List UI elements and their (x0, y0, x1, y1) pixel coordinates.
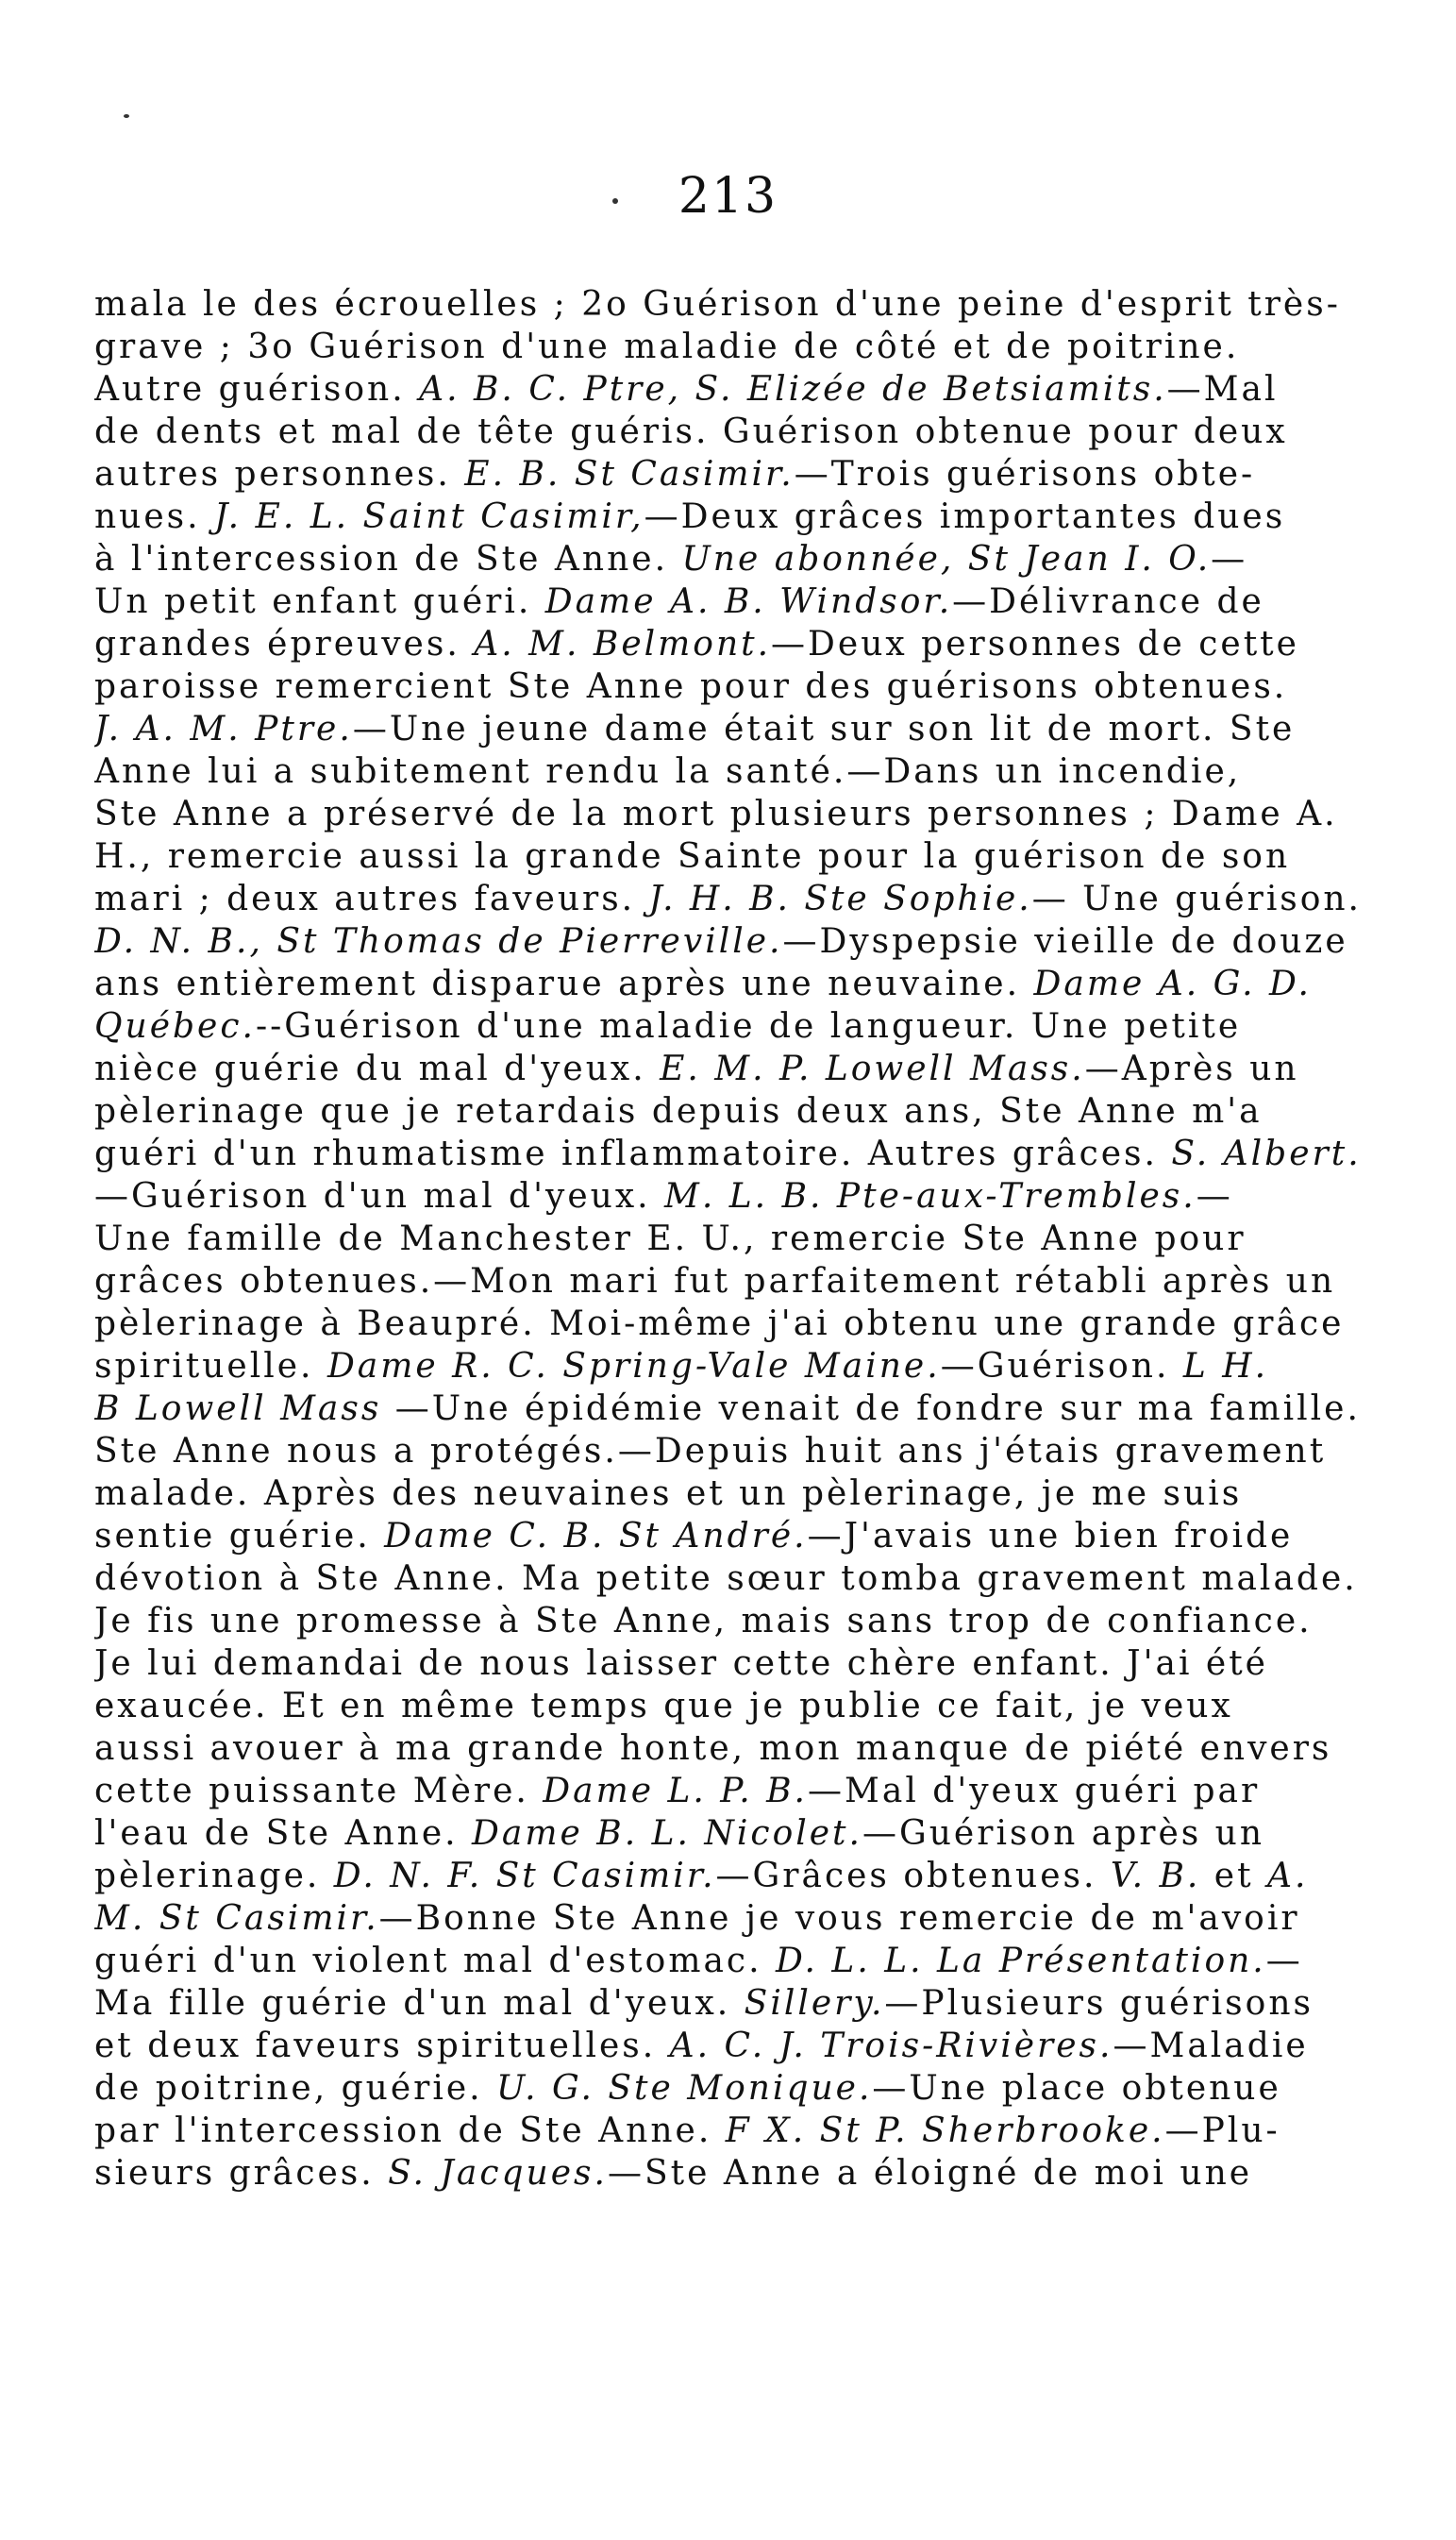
page-number: 213 (678, 168, 778, 225)
line-text: exaucée. Et en même temps que je publie ce fait, je veux (94, 1687, 1233, 1725)
line-text: —Deux personnes de cette (771, 625, 1299, 664)
line-text: —Plu- (1164, 2111, 1280, 2150)
citation-text: Dame B. L. Nicolet. (472, 1814, 862, 1853)
text-line (94, 326, 1362, 368)
text-line (94, 750, 1362, 793)
text-line (94, 708, 1362, 750)
citation-text: Dame R. C. Spring-Vale Maine. (326, 1347, 941, 1386)
text-line (94, 1855, 1362, 1897)
text-line (94, 2025, 1362, 2067)
text-line (94, 1897, 1362, 1940)
text-line (94, 1515, 1362, 1557)
ink-speck (124, 114, 129, 118)
text-line (94, 1303, 1362, 1345)
line-text: Ma fille guérie d'un mal d'yeux. (94, 1984, 745, 2023)
citation-text: J. A. M. Ptre. (94, 710, 353, 749)
line-text: dévotion à Ste Anne. Ma petite sœur tomba gravement malade. (94, 1559, 1358, 1598)
line-text: pèlerinage à Beaupré. Moi-même j'ai obtenu une grande grâce (94, 1304, 1345, 1343)
text-line (94, 2152, 1362, 2195)
text-line (94, 920, 1362, 963)
text-line (94, 453, 1362, 496)
text-line (94, 1430, 1362, 1472)
line-text: nues. (94, 497, 215, 536)
text-line (94, 1260, 1362, 1303)
line-text: —Dyspepsie vieille de douze (782, 922, 1348, 961)
line-text: de dents et mal de tête guéris. Guérison obtenue pour deux (94, 412, 1288, 451)
citation-text: Une abonnée, St Jean I. O. (681, 540, 1212, 579)
line-text: aussi avouer à ma grande honte, mon manque de piété envers (94, 1729, 1332, 1768)
line-text: sentie guérie. (94, 1517, 385, 1556)
citation-text: Dame L. P. B. (543, 1772, 808, 1810)
citation-text: D. L. L. La Présentation. (775, 1942, 1266, 1980)
line-text: à l'intercession de Ste Anne. (94, 540, 682, 579)
citation-text: Sillery. (744, 1984, 885, 2023)
citation-text: Dame A. G. D. (1033, 965, 1312, 1003)
citation-text: L H. (1182, 1347, 1269, 1386)
text-line (94, 1472, 1362, 1515)
text-line (94, 1218, 1362, 1260)
citation-text: U. G. Ste Monique. (496, 2069, 873, 2108)
line-text: par l'intercession de Ste Anne. (94, 2111, 726, 2150)
text-line (94, 2067, 1362, 2110)
citation-text: S. Albert. (1171, 1135, 1362, 1173)
line-text: --Guérison d'une maladie de langueur. Une petite (255, 1007, 1242, 1046)
citation-text: A. B. C. Ptre, S. Elizée de Betsiamits. (419, 370, 1167, 409)
line-text: —Trois guérisons obte- (794, 455, 1256, 494)
text-line (94, 1048, 1362, 1090)
line-text: guéri d'un rhumatisme inflammatoire. Autres grâces. (94, 1135, 1172, 1173)
line-text: — (1211, 540, 1248, 579)
text-line (94, 878, 1362, 920)
text-line (94, 1557, 1362, 1600)
line-text: mala le des écrouelles ; 2o Guérison d'une peine d'esprit très- (94, 285, 1341, 324)
text-line (94, 1090, 1362, 1133)
citation-text: A. M. Belmont. (474, 625, 772, 664)
citation-text: Dame C. B. St André. (384, 1517, 808, 1556)
line-text: —Maladie (1113, 2027, 1309, 2065)
line-text: — (1196, 1177, 1233, 1216)
text-line (94, 1940, 1362, 1982)
line-text: Ste Anne nous a protégés.—Depuis huit ans j'étais gravement (94, 1432, 1327, 1471)
line-text: —Mal (1166, 370, 1279, 409)
line-text: et (1200, 1857, 1268, 1895)
text-line (94, 411, 1362, 453)
line-text: et deux faveurs spirituelles. (94, 2027, 670, 2065)
body-text (94, 283, 1362, 2195)
line-text: Une famille de Manchester E. U., remercie Ste Anne pour (94, 1220, 1247, 1258)
line-text: pèlerinage que je retardais depuis deux ans, Ste Anne m'a (94, 1092, 1263, 1131)
text-line (94, 1005, 1362, 1048)
line-text: —Mal d'yeux guéri par (808, 1772, 1261, 1810)
text-line (94, 665, 1362, 708)
line-text: grandes épreuves. (94, 625, 475, 664)
line-text: —Après un (1084, 1050, 1299, 1088)
line-text: autres personnes. (94, 455, 465, 494)
line-text: Ste Anne a préservé de la mort plusieurs personnes ; Dame A. (94, 795, 1338, 833)
line-text: —Guérison d'un mal d'yeux. (94, 1177, 665, 1216)
text-line (94, 623, 1362, 665)
text-line (94, 1600, 1362, 1642)
text-line (94, 963, 1362, 1005)
line-text: nièce guérie du mal d'yeux. (94, 1050, 661, 1088)
line-text: — Une guérison. (1031, 880, 1362, 918)
line-text: Autre guérison. (94, 370, 420, 409)
citation-text: M. L. B. Pte-aux-Trembles. (664, 1177, 1197, 1216)
citation-text: E. M. P. Lowell Mass. (660, 1050, 1085, 1088)
line-text: —Bonne Ste Anne je vous remercie de m'avoir (378, 1899, 1300, 1938)
citation-text: V. B. (1110, 1857, 1201, 1895)
line-text: —Une place obtenue (872, 2069, 1281, 2108)
citation-text: J. H. B. Ste Sophie. (648, 880, 1032, 918)
text-line (94, 1812, 1362, 1855)
line-text: Je lui demandai de nous laisser cette chère enfant. J'ai été (94, 1644, 1268, 1683)
line-text: malade. Après des neuvaines et un pèlerinage, je me suis (94, 1474, 1243, 1513)
line-text: cette puissante Mère. (94, 1772, 544, 1810)
line-text: —Grâces obtenues. (715, 1857, 1111, 1895)
text-line (94, 1982, 1362, 2025)
text-line (94, 580, 1362, 623)
line-text: —Délivrance de (952, 582, 1264, 621)
text-line (94, 496, 1362, 538)
line-text: Anne lui a subitement rendu la santé.—Dans un incendie, (94, 752, 1242, 791)
citation-text: M. St Casimir. (94, 1899, 379, 1938)
line-text: pèlerinage. (94, 1857, 334, 1895)
line-text: —Guérison après un (862, 1814, 1265, 1853)
line-text: mari ; deux autres faveurs. (94, 880, 649, 918)
text-line (94, 1642, 1362, 1685)
text-line (94, 2110, 1362, 2152)
text-line (94, 835, 1362, 878)
text-line (94, 1345, 1362, 1388)
line-text: —Ste Anne a éloigné de moi une (607, 2154, 1253, 2193)
line-text: — (1265, 1942, 1303, 1980)
line-text: —Plusieurs guérisons (884, 1984, 1314, 2023)
text-line (94, 1770, 1362, 1812)
line-text: guéri d'un violent mal d'estomac. (94, 1942, 776, 1980)
line-text: Un petit enfant guéri. (94, 582, 545, 621)
citation-text: S. Jacques. (388, 2154, 608, 2193)
line-text: —Une épidémie venait de fondre sur ma famille. (381, 1389, 1361, 1428)
text-line (94, 1388, 1362, 1430)
text-line (94, 1175, 1362, 1218)
line-text: —Guérison. (940, 1347, 1183, 1386)
citation-text: Dame A. B. Windsor. (544, 582, 953, 621)
line-text: sieurs grâces. (94, 2154, 389, 2193)
text-line (94, 368, 1362, 411)
text-line (94, 538, 1362, 580)
citation-text: F X. St P. Sherbrooke. (725, 2111, 1165, 2150)
line-text: de poitrine, guérie. (94, 2069, 497, 2108)
line-text: l'eau de Ste Anne. (94, 1814, 473, 1853)
line-text: Je fis une promesse à Ste Anne, mais sans trop de confiance. (94, 1602, 1313, 1640)
line-text: H., remercie aussi la grande Sainte pour la guérison de son (94, 837, 1291, 876)
text-line (94, 1133, 1362, 1175)
line-text: —Deux grâces importantes dues (644, 497, 1286, 536)
citation-text: A. C. J. Trois-Rivières. (669, 2027, 1113, 2065)
citation-text: B Lowell Mass (94, 1389, 382, 1428)
line-text: —Une jeune dame était sur son lit de mort. Ste (352, 710, 1296, 749)
citation-text: D. N. B., St Thomas de Pierreville. (94, 922, 783, 961)
line-text: —J'avais une bien froide (807, 1517, 1294, 1556)
line-text: paroisse remercient Ste Anne pour des guérisons obtenues. (94, 667, 1288, 706)
line-text: grâces obtenues.—Mon mari fut parfaitement rétabli après un (94, 1262, 1336, 1301)
text-line (94, 793, 1362, 835)
text-line (94, 283, 1362, 326)
line-text: spirituelle. (94, 1347, 327, 1386)
text-line (94, 1685, 1362, 1727)
citation-text: J. E. L. Saint Casimir, (214, 497, 644, 536)
line-text: ans entièrement disparue après une neuvaine. (94, 965, 1034, 1003)
line-text: grave ; 3o Guérison d'une maladie de côté et de poitrine. (94, 328, 1240, 366)
citation-text: E. B. St Casimir. (464, 455, 795, 494)
citation-text: A. (1267, 1857, 1309, 1895)
citation-text: Québec. (94, 1007, 256, 1046)
text-line (94, 1727, 1362, 1770)
citation-text: D. N. F. St Casimir. (333, 1857, 716, 1895)
